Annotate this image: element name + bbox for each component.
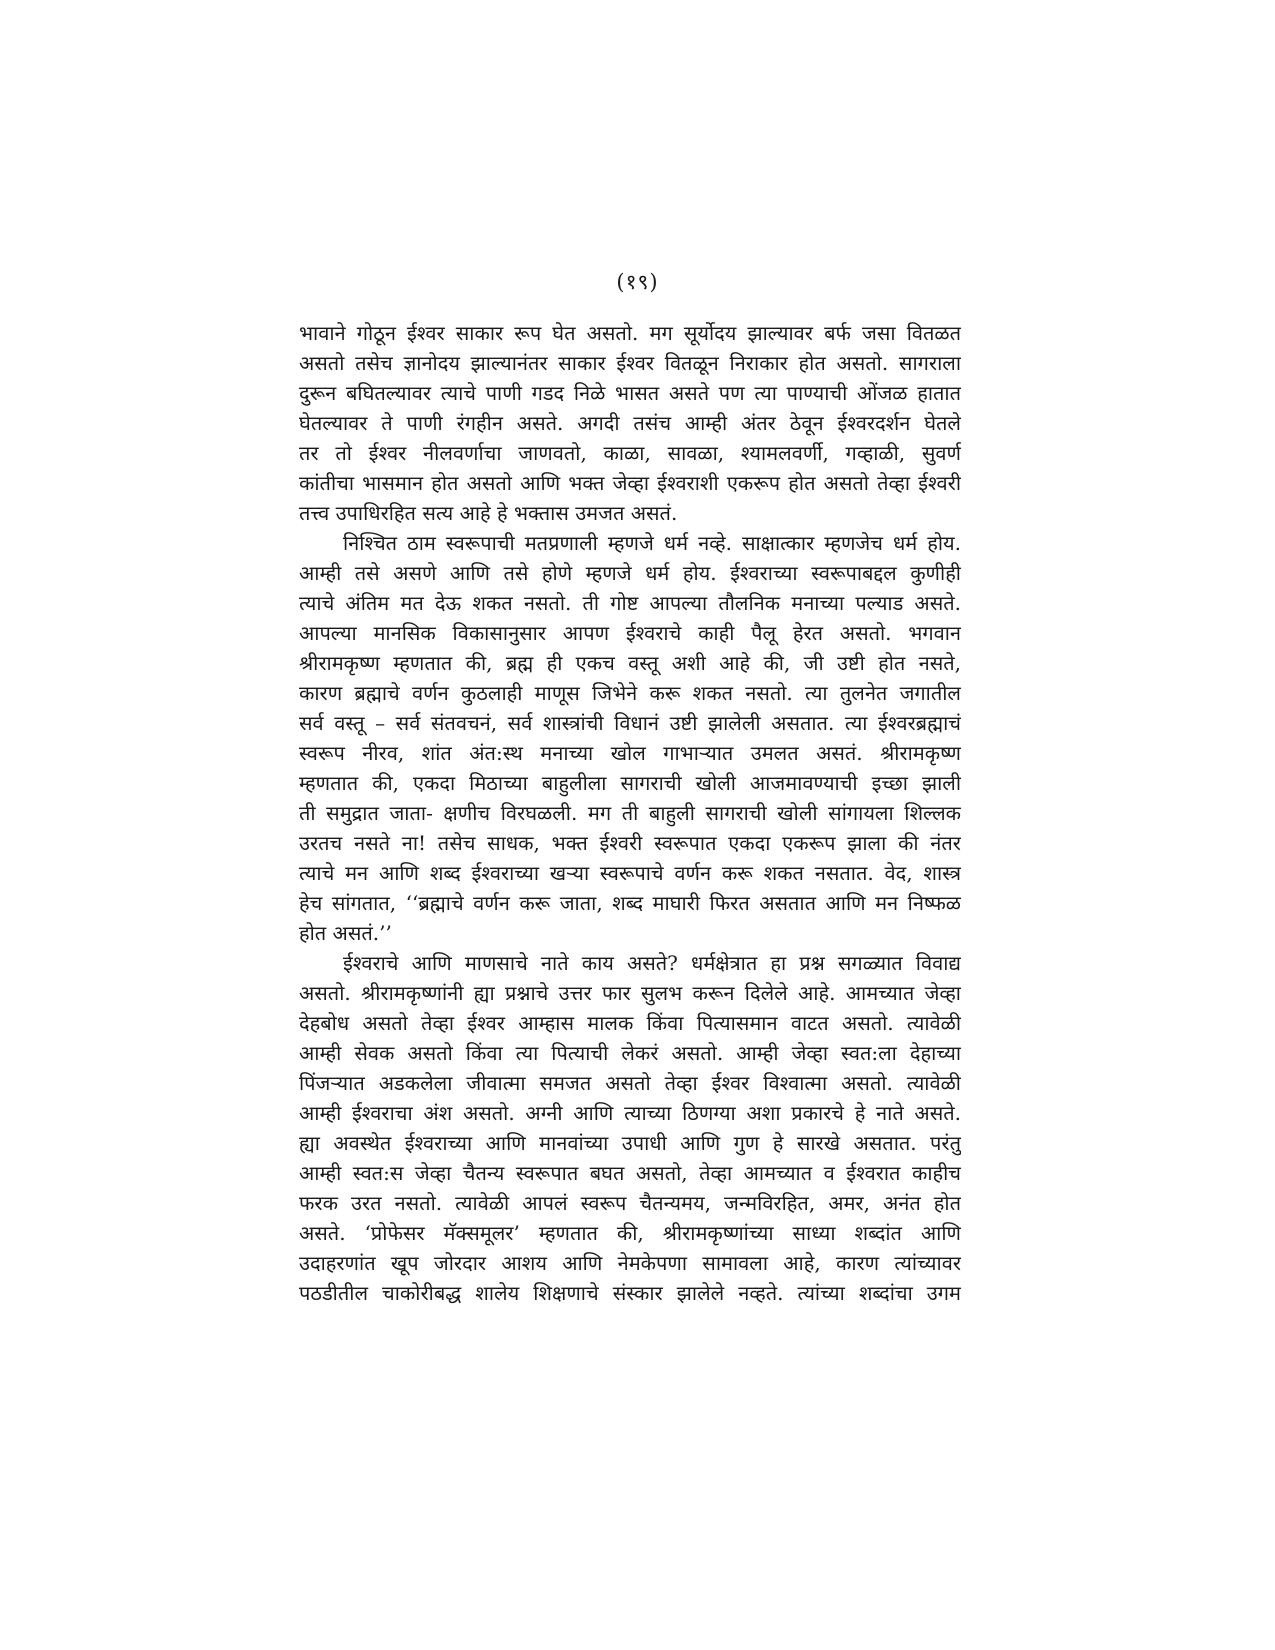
text-line: ईश्वराचे आणि माणसाचे नाते काय असते? धर्मक्षेत्रात हा प्रश्न सगळ्यात विवाद्य xyxy=(343,951,961,975)
text-line: उरतच नसते ना! तसेच साधक, भक्त ईश्वरी स्वरूपात एकदा एकरूप झाला की नंतर xyxy=(299,831,961,855)
text-line: उदाहरणांत खूप जोरदार आशय आणि नेमकेपणा सामावला आहे, कारण त्यांच्यावर xyxy=(299,1251,961,1275)
text-line: तत्त्व उपाधिरहित सत्य आहे हे भक्तास उमजत असतं. xyxy=(299,501,678,525)
text-line: त्याचे अंतिम मत देऊ शकत नसतो. ती गोष्ट आपल्या तौलनिक मनाच्या पल्याड असते. xyxy=(299,591,961,615)
body-text xyxy=(299,318,961,1308)
text-line: असतो. श्रीरामकृष्णांनी ह्या प्रश्नाचे उत्तर फार सुलभ करून दिलेले आहे. आमच्यात जेव्हा xyxy=(299,981,961,1005)
text-line: कारण ब्रह्माचे वर्णन कुठलाही माणूस जिभेने करू शकत नसतो. त्या तुलनेत जगातील xyxy=(299,681,961,705)
page-number: (१९) xyxy=(616,270,659,294)
paragraph xyxy=(299,948,961,1308)
text-line: हेच सांगतात, ‘‘ब्रह्माचे वर्णन करू जाता, शब्द माघारी फिरत असतात आणि मन निष्फळ xyxy=(299,891,961,915)
text-line: पिंजऱ्यात अडकलेला जीवात्मा समजत असतो तेव्हा ईश्वर विश्वात्मा असतो. त्यावेळी xyxy=(299,1071,961,1095)
paragraph xyxy=(299,318,961,528)
text-line: सर्व वस्तू – सर्व संतवचनं, सर्व शास्त्रांची विधानं उष्टी झालेली असतात. त्या ईश्वरब्रह्माचं xyxy=(299,711,961,735)
text-line: आम्ही ईश्वराचा अंश असतो. अग्नी आणि त्याच्या ठिणग्या अशा प्रकारचे हे नाते असते. xyxy=(299,1101,961,1125)
text-line: आम्ही तसे असणे आणि तसे होणे म्हणजे धर्म होय. ईश्वराच्या स्वरूपाबद्दल कुणीही xyxy=(299,561,961,585)
text-line: ह्या अवस्थेत ईश्वराच्या आणि मानवांच्या उपाधी आणि गुण हे सारखे असतात. परंतु xyxy=(299,1131,961,1155)
text-line: स्वरूप नीरव, शांत अंत:स्थ मनाच्या खोल गाभाऱ्यात उमलत असतं. श्रीरामकृष्ण xyxy=(299,741,961,765)
text-line: आम्ही सेवक असतो किंवा त्या पित्याची लेकरं असतो. आम्ही जेव्हा स्वत:ला देहाच्या xyxy=(299,1041,961,1065)
text-line: पठडीतील चाकोरीबद्ध शालेय शिक्षणाचे संस्कार झालेले नव्हते. त्यांच्या शब्दांचा उगम xyxy=(299,1281,961,1305)
text-line: घेतल्यावर ते पाणी रंगहीन असते. अगदी तसंच आम्ही अंतर ठेवून ईश्वरदर्शन घेतले xyxy=(299,411,961,435)
text-line: ती समुद्रात जाता- क्षणीच विरघळली. मग ती बाहुली सागराची खोली सांगायला शिल्लक xyxy=(299,801,961,825)
text-line: त्याचे मन आणि शब्द ईश्वराच्या खऱ्या स्वरूपाचे वर्णन करू शकत नसतात. वेद, शास्त्र xyxy=(299,861,961,885)
text-line: आपल्या मानसिक विकासानुसार आपण ईश्वराचे काही पैलू हेरत असतो. भगवान xyxy=(299,621,961,645)
text-line: देहबोध असतो तेव्हा ईश्वर आम्हास मालक किंवा पित्यासमान वाटत असतो. त्यावेळी xyxy=(299,1011,961,1035)
text-line: भावाने गोठून ईश्वर साकार रूप घेत असतो. मग सूर्योदय झाल्यावर बर्फ जसा वितळत xyxy=(299,321,961,345)
text-line: श्रीरामकृष्ण म्हणतात की, ब्रह्म ही एकच वस्तू अशी आहे की, जी उष्टी होत नसते, xyxy=(299,651,961,675)
text-line: तर तो ईश्वर नीलवर्णाचा जाणवतो, काळा, सावळा, श्यामलवर्णी, गव्हाळी, सुवर्ण xyxy=(299,441,961,465)
text-line: निश्चित ठाम स्वरूपाची मतप्रणाली म्हणजे धर्म नव्हे. साक्षात्कार म्हणजेच धर्म होय. xyxy=(343,531,961,555)
text-line: असतो तसेच ज्ञानोदय झाल्यानंतर साकार ईश्वर वितळून निराकार होत असतो. सागराला xyxy=(299,351,961,375)
text-line: म्हणतात की, एकदा मिठाच्या बाहुलीला सागराची खोली आजमावण्याची इच्छा झाली xyxy=(299,771,961,795)
text-line: कांतीचा भासमान होत असतो आणि भक्त जेव्हा ईश्वराशी एकरूप होत असतो तेव्हा ईश्वरी xyxy=(299,471,961,495)
text-line: आम्ही स्वत:स जेव्हा चैतन्य स्वरूपात बघत असतो, तेव्हा आमच्यात व ईश्वरात काहीच xyxy=(299,1161,961,1185)
text-line: होत असतं.’’ xyxy=(299,921,392,945)
text-line: असते. ‘प्रोफेसर मॅक्समूलर’ म्हणतात की, श्रीरामकृष्णांच्या साध्या शब्दांत आणि xyxy=(299,1221,961,1245)
text-line: फरक उरत नसतो. त्यावेळी आपलं स्वरूप चैतन्यमय, जन्मविरहित, अमर, अनंत होत xyxy=(299,1191,961,1215)
text-line: दुरून बघितल्यावर त्याचे पाणी गडद निळे भासत असते पण त्या पाण्याची ओंजळ हातात xyxy=(299,381,961,405)
paragraph xyxy=(299,528,961,948)
